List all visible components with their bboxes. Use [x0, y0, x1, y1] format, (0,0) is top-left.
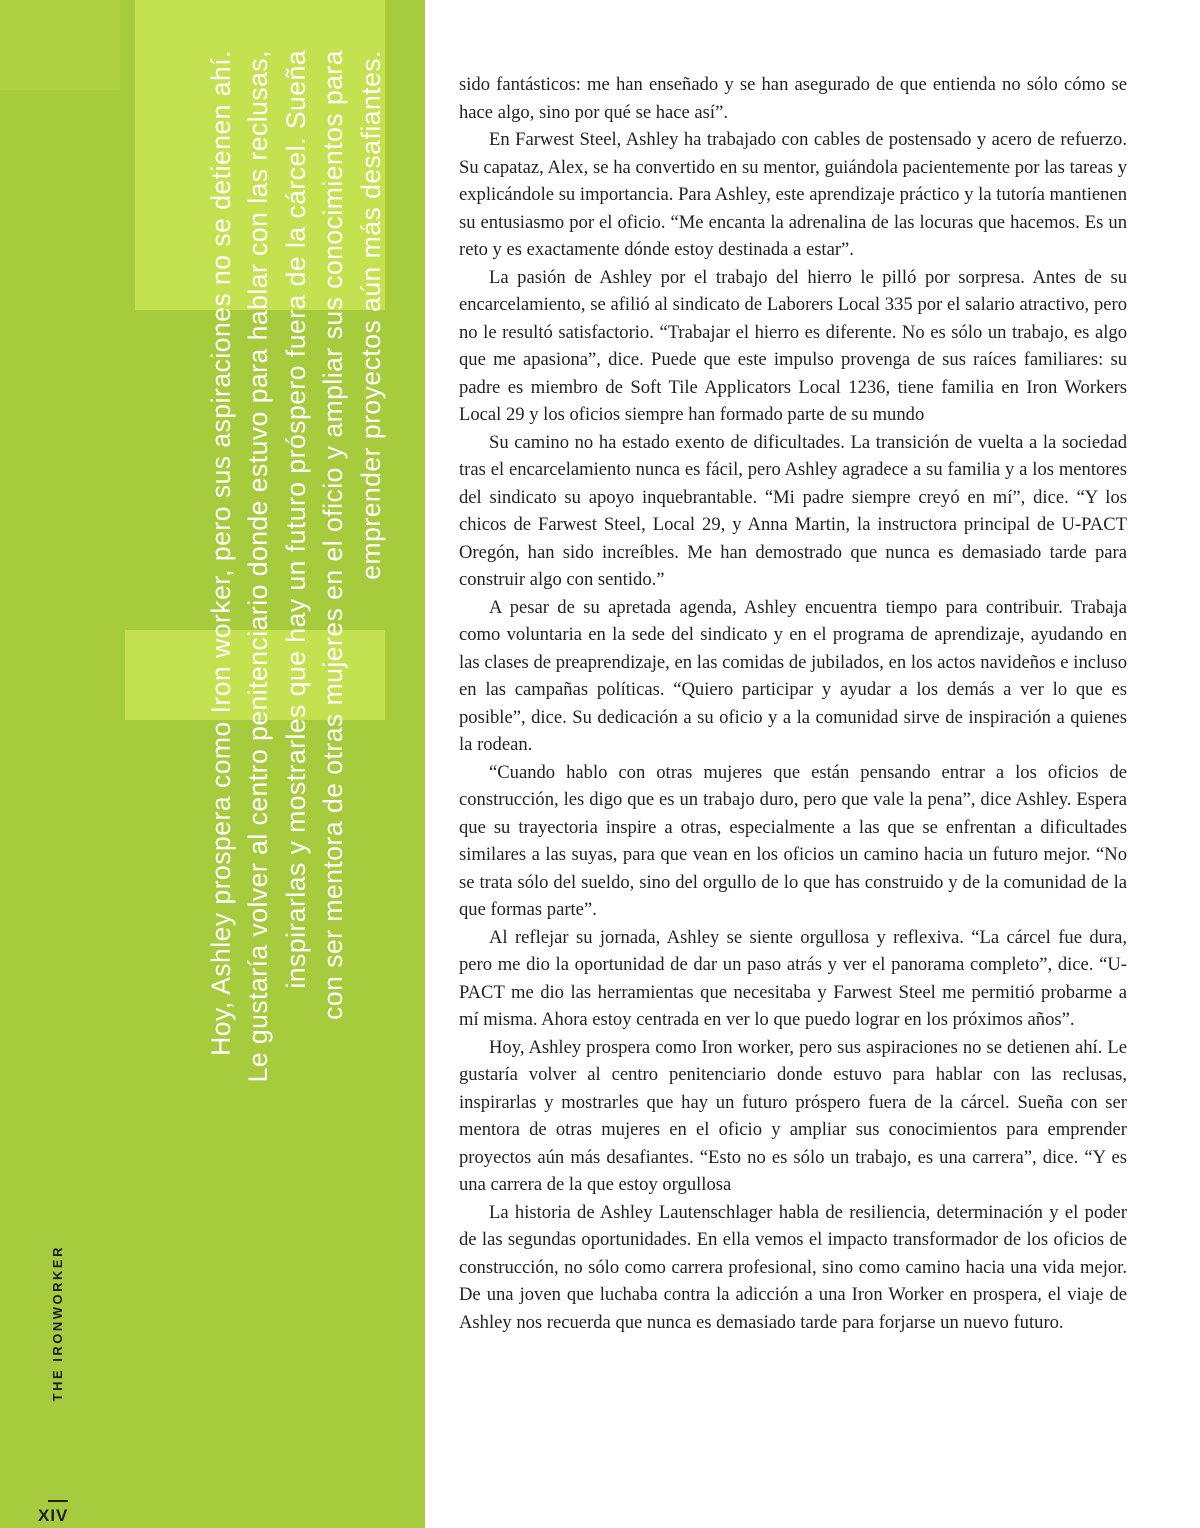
article-paragraph: Su camino no ha estado exento de dificultades. La transición de vuelta a la sociedad tras el encarcelamiento nunca es fácil, pero Ashley agradece a su familia y a los mentores del sindicato su apoyo inquebrantable. “Mi padre siempre creyó en mí”, dice. “Y los chicos de Farwest Steel, Local 29, y Anna Martin, la instructora principal de U-PACT Oregón, han sido increíbles. Me han demostrado que nunca es demasiado tarde para construir algo con sentido.” — [459, 431, 1127, 590]
pullquote-line: Le gustaría volver al centro penitenciario donde estuvo para hablar con las reclusas, — [243, 50, 273, 1083]
article-paragraph: Hoy, Ashley prospera como Iron worker, pero sus aspiraciones no se detienen ahí. Le gustaría volver al centro penitenciario donde estuvo para hablar con las reclusas, inspirarlas y mostrarles que hay un futuro próspero fuera de la cárcel. Sueña con ser mentora de otras mujeres en el oficio y ampliar sus conocimientos para emprender proyectos aún más desafiantes. “Esto no es sólo un trabajo, es una carrera”, dice. “Y es una carrera de la que estoy orgullosa — [459, 1036, 1127, 1195]
pullquote — [190, 50, 390, 1300]
article-body — [459, 71, 1127, 1336]
sidebar-panel — [0, 0, 425, 1528]
pullquote-line: con ser mentora de otras mujeres en el oficio y ampliar sus conocimientos para — [318, 50, 348, 1020]
quote-mark-left — [0, 0, 120, 90]
article-paragraph: La historia de Ashley Lautenschlager habla de resiliencia, determinación y el poder de las segundas oportunidades. En ella vemos el impacto transformador de los oficios de construcción, no sólo como carrera profesional, sino como camino hacia una vida mejor. De una joven que luchaba contra la adicción a una Iron Worker en prospera, el viaje de Ashley nos recuerda que nunca es demasiado tarde para forjarse un nuevo futuro. — [459, 1201, 1127, 1333]
article-paragraph: “Cuando hablo con otras mujeres que están pensando entrar a los oficios de construcción, les digo que es un trabajo duro, pero que vale la pena”, dice Ashley. Espera que su trayectoria inspire a otras, especialmente a las que se enfrentan a dificultades similares a las suyas, para que vean en los oficios un camino hacia un futuro mejor. “No se trata sólo del sueldo, sino del orgullo de lo que has construido y de la comunidad de la que formas parte”. — [459, 761, 1127, 920]
running-head: THE IRONWORKER — [50, 1245, 65, 1402]
pullquote-line: Hoy, Ashley prospera como Iron worker, pero sus aspiraciones no se detienen ahí. — [205, 50, 236, 1056]
article-paragraph: A pesar de su apretada agenda, Ashley encuentra tiempo para contribuir. Trabaja como voluntaria en la sede del sindicato y en el programa de aprendizaje, ayudando en las clases de preaprendizaje, en las comidas de jubilados, en los actos navideños e incluso en las campañas políticas. “Quiero participar y ayudar a los demás a ver lo que es posible”, dice. Su dedicación a su oficio y a la comunidad sirve de inspiración a quienes la rodean. — [459, 596, 1127, 755]
article-paragraph: sido fantásticos: me han enseñado y se han asegurado de que entienda no sólo cómo se hace algo, sino por qué se hace así”. — [459, 74, 1127, 123]
folio-rule — [48, 1500, 68, 1502]
pullquote-container — [190, 50, 390, 1300]
article-paragraph: En Farwest Steel, Ashley ha trabajado con cables de postensado y acero de refuerzo. Su capataz, Alex, se ha convertido en su mentor, guiándola pacientemente por las tareas y explicándole su importancia. Para Ashley, este aprendizaje práctico y la tutoría mantienen su entusiasmo por el oficio. “Me encanta la adrenalina de las locuras que hacemos. Es un reto y es exactamente dónde estoy destinada a estar”. — [459, 129, 1127, 260]
pullquote-line: inspirarlas y mostrarles que hay un futuro próspero fuera de la cárcel. Sueña — [280, 50, 311, 989]
article-paragraph: La pasión de Ashley por el trabajo del hierro le pilló por sorpresa. Antes de su encarcelamiento, se afilió al sindicato de Laborers Local 335 por el salario atractivo, pero no le resultó satisfactorio. “Trabajar el hierro es diferente. No es sólo un trabajo, es algo que me apasiona”, dice. Puede que este impulso provenga de sus raíces familiares: su padre es miembro de Soft Tile Applicators Local 1236, tiene familia en Iron Workers Local 29 y los oficios siempre han formado parte de su mundo — [459, 266, 1127, 425]
article-paragraph: Al reflejar su jornada, Ashley se siente orgullosa y reflexiva. “La cárcel fue dura, pero me dio la oportunidad de dar un paso atrás y ver el panorama completo”, dice. “U-PACT me dio las herramientas que necesitaba y Farwest Steel me permitió probarme a mí misma. Ahora estoy centrada en ver lo que puedo lograr en los próximos años”. — [459, 926, 1127, 1030]
page-number: XIV — [38, 1506, 69, 1525]
running-head-container — [50, 1245, 66, 1490]
pullquote-line: emprender proyectos aún más desafiantes. — [355, 50, 386, 580]
